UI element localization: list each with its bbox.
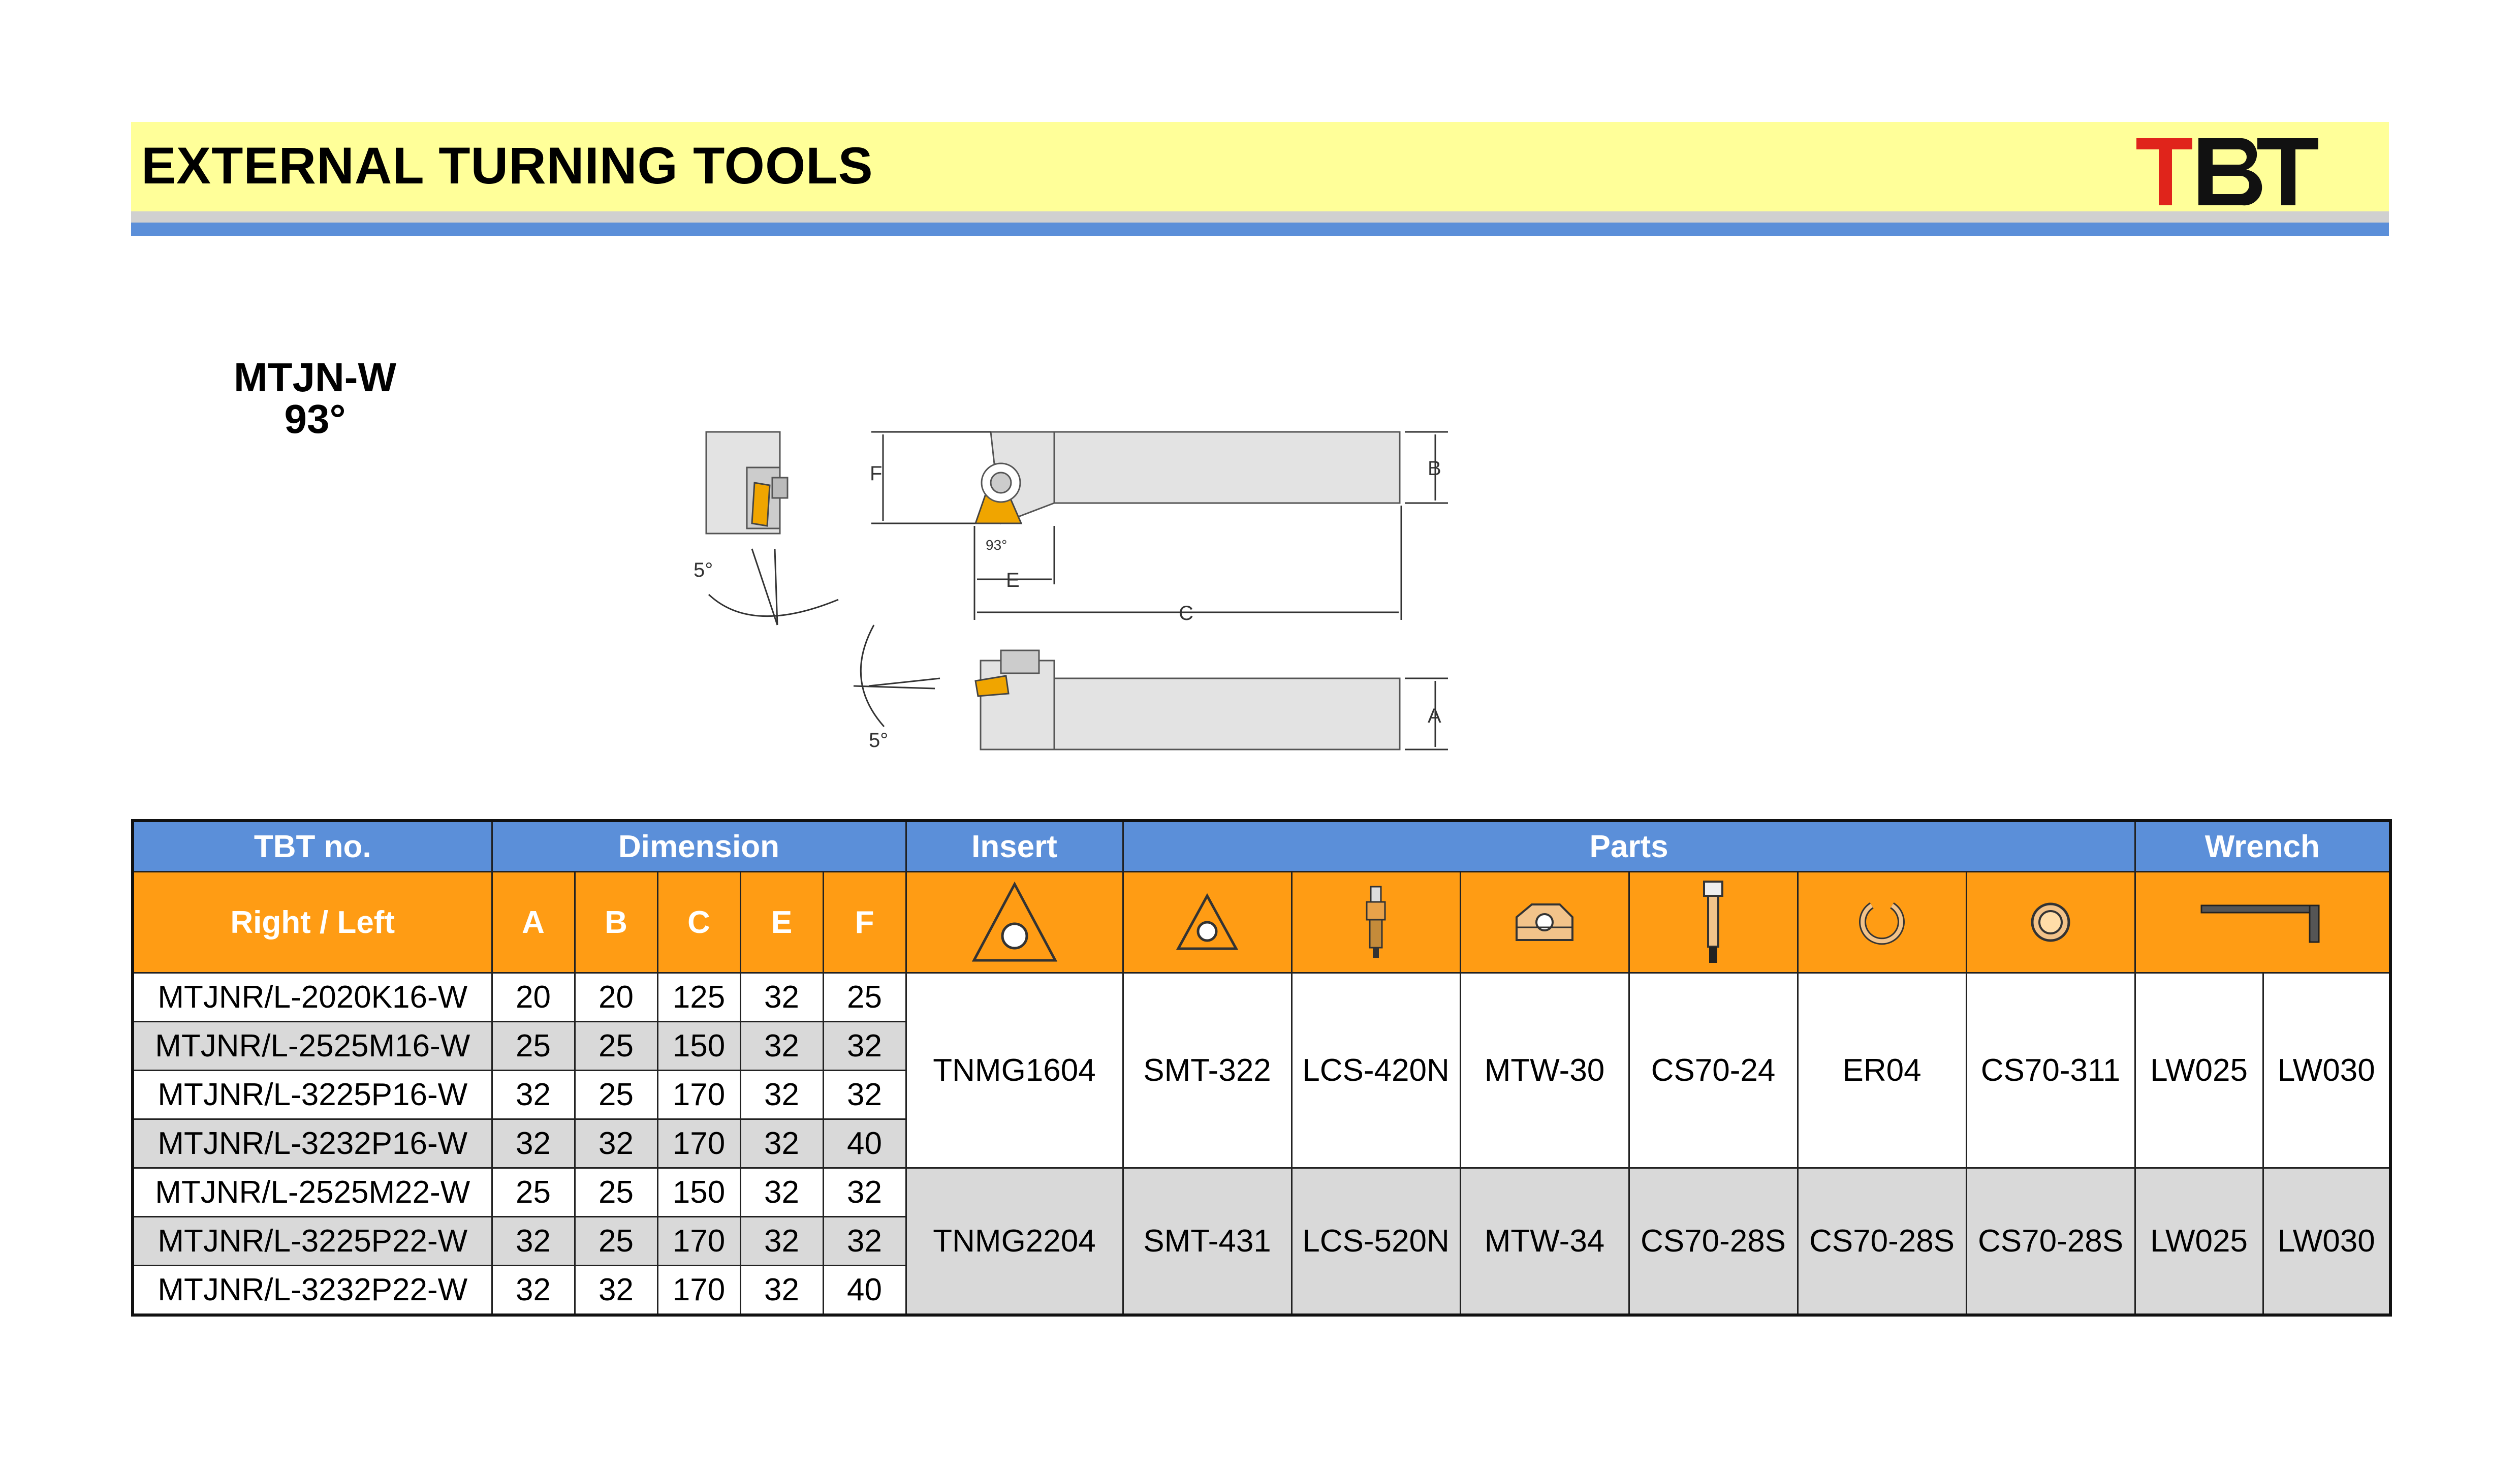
header-divider-gray	[131, 211, 2389, 223]
dim-a-cell: 32	[492, 1217, 575, 1266]
wrench-1-cell: LW025	[2135, 1168, 2263, 1316]
shim-screw-icon	[1629, 872, 1798, 973]
dim-f-cell: 25	[823, 973, 906, 1022]
dim-f-cell: 32	[823, 1022, 906, 1071]
dim-b-cell: 25	[575, 1168, 657, 1217]
dim-b-cell: 32	[575, 1266, 657, 1316]
insert-cell: TNMG1604	[906, 973, 1123, 1168]
dim-a-cell: 20	[492, 973, 575, 1022]
rake-angle-label-2: 5°	[869, 729, 889, 752]
shim-cell: SMT-431	[1123, 1168, 1292, 1316]
tbt-no-cell: MTJNR/L-2525M16-W	[133, 1022, 492, 1071]
shim-pin-cell: CS70-311	[1966, 973, 2135, 1168]
shim-cell: SMT-322	[1123, 973, 1292, 1168]
header-wrench: Wrench	[2135, 821, 2390, 872]
header-insert: Insert	[906, 821, 1123, 872]
dim-f-cell: 32	[823, 1217, 906, 1266]
dim-e-cell: 32	[740, 1022, 823, 1071]
page-title: EXTERNAL TURNING TOOLS	[141, 137, 873, 195]
dim-c-cell: 170	[657, 1217, 740, 1266]
spec-table	[131, 819, 2392, 1317]
header-dim-b: B	[575, 872, 657, 973]
header-row-details	[133, 872, 2390, 973]
clamp-icon	[1460, 872, 1629, 973]
tbt-no-cell: MTJNR/L-3225P22-W	[133, 1217, 492, 1266]
dim-e-cell: 32	[740, 973, 823, 1022]
rake-angle-sketch-1	[709, 549, 838, 625]
dim-e-cell: 32	[740, 1217, 823, 1266]
tbt-no-cell: MTJNR/L-2020K16-W	[133, 973, 492, 1022]
dim-a-cell: 32	[492, 1071, 575, 1119]
dim-label-f: F	[870, 462, 883, 485]
dim-a-cell: 25	[492, 1168, 575, 1217]
dim-b-cell: 25	[575, 1071, 657, 1119]
wrench-2-cell: LW030	[2263, 1168, 2390, 1316]
snap-ring-icon	[1798, 872, 1966, 973]
header-dim-e: E	[740, 872, 823, 973]
dim-label-c: C	[1179, 602, 1193, 624]
insert-cell: TNMG2204	[906, 1168, 1123, 1316]
header-parts: Parts	[1123, 821, 2135, 872]
dim-b-cell: 25	[575, 1217, 657, 1266]
dim-f-cell: 40	[823, 1266, 906, 1316]
header-tbt-no: TBT no.	[133, 821, 492, 872]
wrench-2-cell: LW030	[2263, 973, 2390, 1168]
tbt-logo	[2136, 136, 2319, 207]
lock-screw-cell: LCS-520N	[1292, 1168, 1460, 1316]
model-name: MTJN-W	[234, 355, 396, 400]
lock-screw-cell: LCS-420N	[1292, 973, 1460, 1168]
model-label	[218, 357, 412, 440]
dim-c-cell: 150	[657, 1022, 740, 1071]
tbt-no-cell: MTJNR/L-3232P16-W	[133, 1119, 492, 1168]
dim-e-cell: 32	[740, 1119, 823, 1168]
snap-ring-cell: CS70-28S	[1798, 1168, 1966, 1316]
dim-f-cell: 40	[823, 1119, 906, 1168]
tool-drawing	[671, 417, 1463, 767]
header-dimension: Dimension	[492, 821, 906, 872]
dim-f-cell: 32	[823, 1168, 906, 1217]
lock-screw-icon	[1292, 872, 1460, 973]
clamp-cell: MTW-30	[1460, 973, 1629, 1168]
header-dim-a: A	[492, 872, 575, 973]
dim-e-cell: 32	[740, 1168, 823, 1217]
triangle-shim-icon	[1123, 872, 1292, 973]
dim-a-cell: 25	[492, 1022, 575, 1071]
dim-c-cell: 125	[657, 973, 740, 1022]
table-row	[133, 973, 2390, 1022]
dim-a-cell: 32	[492, 1119, 575, 1168]
triangle-insert-icon	[906, 872, 1123, 973]
dim-b-cell: 25	[575, 1022, 657, 1071]
dim-e-cell: 32	[740, 1071, 823, 1119]
dim-c-cell: 170	[657, 1119, 740, 1168]
dim-c-cell: 170	[657, 1071, 740, 1119]
header-divider-blue	[131, 223, 2389, 236]
header-dim-f: F	[823, 872, 906, 973]
header-dim-c: C	[657, 872, 740, 973]
header-row-groups	[133, 821, 2390, 872]
hex-wrench-icon	[2135, 872, 2390, 973]
shim-screw-cell: CS70-28S	[1629, 1168, 1798, 1316]
snap-ring-cell: ER04	[1798, 973, 1966, 1168]
dim-label-a: A	[1428, 705, 1441, 727]
dim-b-cell: 20	[575, 973, 657, 1022]
tbt-no-cell: MTJNR/L-2525M22-W	[133, 1168, 492, 1217]
dim-a-cell: 32	[492, 1266, 575, 1316]
tbt-no-cell: MTJNR/L-3225P16-W	[133, 1071, 492, 1119]
dim-b-cell: 32	[575, 1119, 657, 1168]
shim-screw-cell: CS70-24	[1629, 973, 1798, 1168]
wrench-1-cell: LW025	[2135, 973, 2263, 1168]
clamp-cell: MTW-34	[1460, 1168, 1629, 1316]
rake-angle-label-1: 5°	[694, 559, 713, 581]
dim-label-e: E	[1006, 569, 1020, 591]
dim-c-cell: 170	[657, 1266, 740, 1316]
shim-pin-icon	[1966, 872, 2135, 973]
model-angle: 93°	[284, 396, 346, 442]
dim-c-cell: 150	[657, 1168, 740, 1217]
side-view	[975, 650, 1400, 749]
top-view	[975, 432, 1400, 523]
end-view	[706, 432, 788, 534]
header-right-left: Right / Left	[133, 872, 492, 973]
table-row	[133, 1168, 2390, 1217]
shim-pin-cell: CS70-28S	[1966, 1168, 2135, 1316]
dim-label-b: B	[1428, 457, 1441, 480]
approach-angle-label: 93°	[986, 537, 1007, 553]
dim-e-cell: 32	[740, 1266, 823, 1316]
dim-f-cell: 32	[823, 1071, 906, 1119]
tbt-no-cell: MTJNR/L-3232P22-W	[133, 1266, 492, 1316]
